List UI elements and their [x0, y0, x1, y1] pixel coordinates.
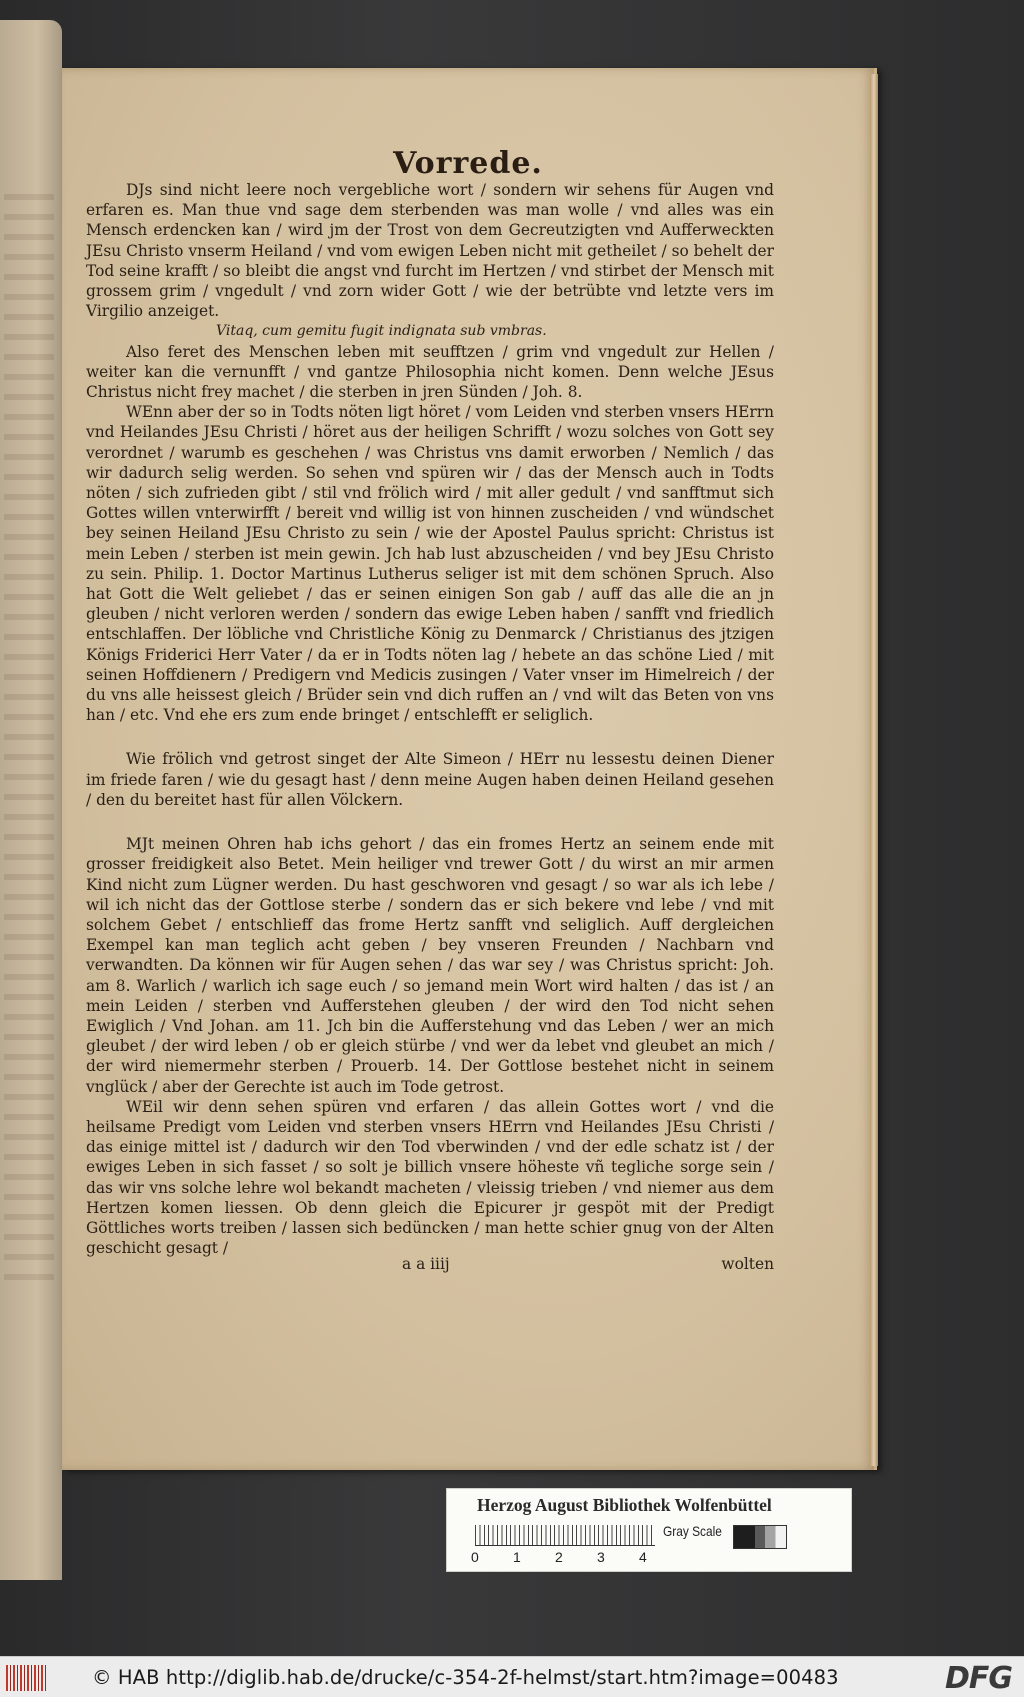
ruler-number: 4 [639, 1549, 647, 1565]
ruler-number: 3 [597, 1549, 605, 1565]
paragraph: Also feret des Menschen leben mit seufftzen / grim vnd vngedult zur Hellen / weiter kan die vernunfft / vnd gantze Philosophia nicht komen. Denn welche JEsus Christus nicht frey machet / die sterben in jren Sünden / Joh. 8. [86, 342, 774, 402]
ruler-number: 1 [513, 1549, 521, 1565]
signature-mark: a a iiij [402, 1255, 450, 1273]
page-foot [86, 1255, 774, 1277]
library-name: Herzog August Bibliothek Wolfenbüttel [477, 1495, 772, 1515]
paragraph: WEil wir denn sehen spüren vnd erfaren / das allein Gottes wort / vnd die heilsame Predigt vom Leiden vnd sterben vnsers HErrn vnd Heilandes JEsu Christi / das einige mittel ist / dadurch wir den Tod vberwinden / vnd der edle schatz ist / der ewiges Leben in sich fasset / so solt je billich vnsere höheste vñ tegliche sorge sein / das wir vns solche lehre wol bekandt macheten / vleissig trieben / vnd niemer aus dem Hertzen komen liessen. Ob denn gleich die Epicurer jr gespöt mit der Predigt Göttliches worts treiben / lassen sich bedüncken / man hette schier gnug von der Alten geschicht gesagt / [86, 1097, 774, 1258]
paragraph: Wie frölich vnd getrost singet der Alte Simeon / HErr nu lessestu deinen Diener im friede faren / wie du gesagt hast / denn meine Augen haben deinen Heiland gesehen / den du bereitet hast für allen Völckern. [86, 750, 774, 809]
page-fore-edge [870, 74, 878, 1466]
library-color-card [446, 1488, 852, 1572]
page-heading: Vorrede. [393, 146, 543, 181]
paragraph: WEnn aber der so in Todts nöten ligt höret / vom Leiden vnd sterben vnsers HErrn vnd Heilandes JEsu Christi / höret aus der heiligen Schrifft / wozu solches von Gott sey verordnet / warumb es geschehen / was Christus vns damit erworben / Nemlich / das wir dadurch selig werden. So sehen vnd spüren wir / das der Mensch auch in Todts nöten / sich zufrieden gibt / stil vnd frölich wird / mit aller gedult / vnd sanfftmut sich Gottes willen vnterwirfft / bereit vnd willig ist von hinnen zuscheiden / vnd wündschet bey seinen Heiland JEsu Christo zu sein / wie der Apostel Paulus spricht: Christus ist mein Leben / sterben ist mein gewin. Jch hab lust abzuscheiden / vnd bey JEsu Christo zu sein. Philip. 1. Doctor Martinus Lutherus seliger ist mit dem schönen Spruch. Also hat Gott die Welt geliebet / das er seinen einigen Son gab / auff das alle die an jn gleuben / nicht verloren werden / sondern das ewige Leben haben / sanfft vnd friedlich entschlaffen. Der löbliche vnd Christliche König zu Denmarck / Christianus des jtzigen Königs Friderici Herr Vater / da er in Todts nöten lag / hebete an das schöne Lied / mit seinen Hoffdienern / Predigern vnd Medicis zusingen / Vater vnser im Himelreich / der du vns alle heissest gleich / Brüder sein vnd dich ruffen an / vnd wilt das Beten von vns han / etc. Vnd ehe ers zum ende bringet / entschlefft er seliglich. [86, 403, 774, 725]
latin-verse: Vitaq, cum gemitu fugit indignata sub vmbras. [216, 323, 547, 340]
page-body [86, 180, 774, 1258]
gray-scale-label: Gray Scale [663, 1523, 722, 1539]
ruler-number: 2 [555, 1549, 563, 1565]
ruler-scale [475, 1525, 655, 1546]
catchword: wolten [721, 1255, 774, 1273]
gray-scale-swatch [733, 1525, 787, 1549]
ruler-number: 0 [471, 1549, 479, 1565]
book-page [62, 68, 877, 1470]
paragraph: DJs sind nicht leere noch vergebliche wort / sondern wir sehens für Augen vnd erfaren es. Man thue vnd sage dem sterbenden was man wolle / vnd alles was ein Mensch erdencken kan / wird jm der Trost von dem Gecreutzigten vnd Aufferweckten JEsu Christo vnserm Heiland / vnd vom ewigen Leben nicht mit getheilet / so behelt der Tod seine krafft / so bleibt die angst vnd furcht im Hertzen / vnd stirbet der Mensch mit grossem grim / vngedult / vnd zorn wider Gott / wie der betrübte vnd letzte vers im Virgilio anzeiget. [86, 181, 774, 321]
paragraph: MJt meinen Ohren hab ichs gehort / das ein fromes Hertz an seinem ende mit grosser freidigkeit also Betet. Mein heiliger vnd trewer Gott / du wirst an mir armen Kind nicht zum Lügner werden. Du hast geschworen vnd gesagt / so war als ich lebe / wil ich nicht das der Gottlose sterbe / sondern das er sich bekere vnd lebe / vnd mit solchem Gebet / entschlieff das frome Hertz sanfft vnd seliglich. Auff dergleichen Exempel kan man teglich acht geben / bey vnseren Freunden / Nachbarn vnd verwandten. Da können wir für Augen sehen / das war sey / was Christus spricht: Joh. am 8. Warlich / warlich ich sage euch / so jemand mein Wort wird halten / das ist / an mein Leiden / sterben vnd Aufferstehen gleuben / der wird den Tod nicht sehen Ewiglich / Vnd Johan. am 11. Jch bin die Aufferstehung vnd das Leben / wer an mich gleubet / der wird leben / ob er gleich stürbe / vnd wer da lebet vnd gleubet an mich / der wird niemermehr sterben / Prouerb. 14. Der Gottlose bestehet nicht in seinem vnglück / aber der Gerechte ist auch im Tode getrost. [86, 835, 774, 1096]
source-url[interactable]: © HAB http://diglib.hab.de/drucke/c-354-2f-helmst/start.htm?image=00483 [92, 1666, 839, 1689]
dfg-logo: DFG [944, 1661, 1012, 1696]
footer-bar [0, 1656, 1024, 1697]
facing-page-edge [0, 20, 62, 1580]
barcode-icon [6, 1665, 46, 1691]
